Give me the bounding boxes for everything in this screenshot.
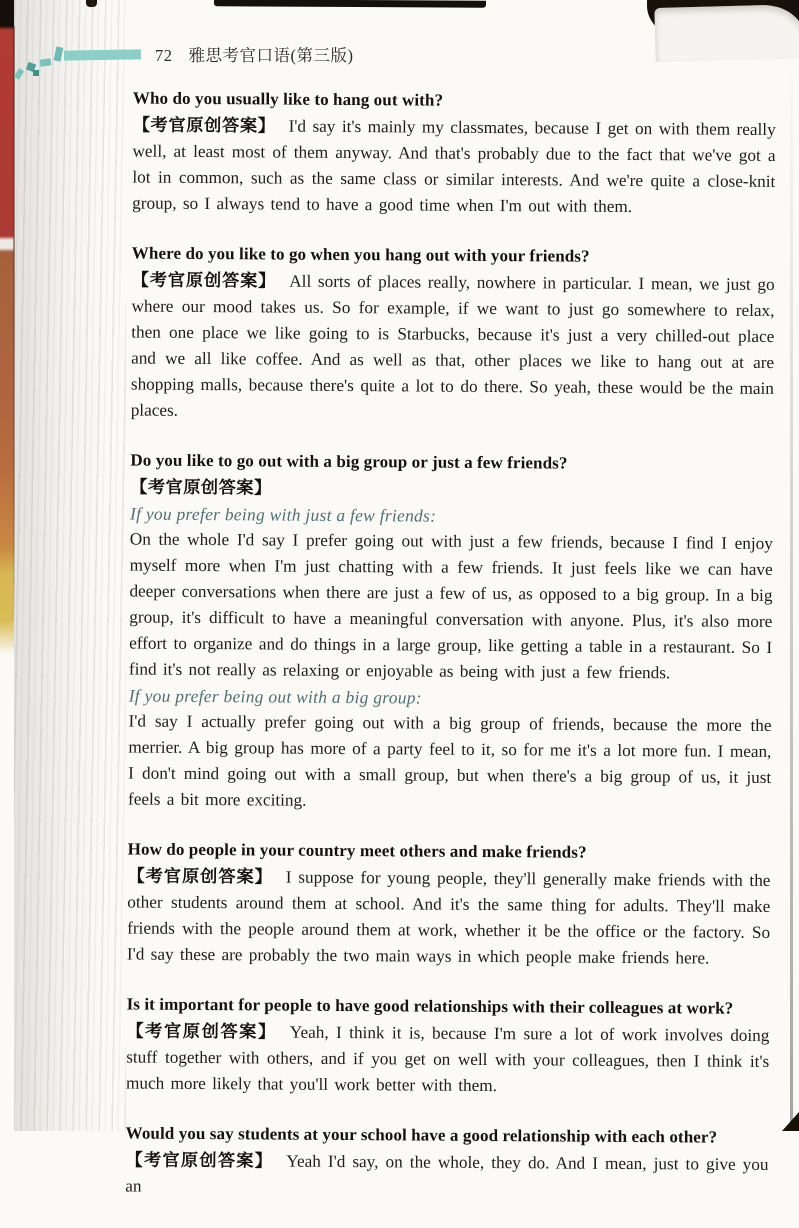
answer-text: I'd say it's mainly my classmates, because I get on with them really well, at least most of them anyway. And that's probably due to the fact that we've got a lot in common, such as the same class or similar interests. And we're quite a close-knit group, so I always tend to have a good time when I'm out with them. — [132, 116, 776, 216]
answer-label: 【考官原创答案】 — [125, 1150, 274, 1171]
page-edge-teal-mark — [33, 70, 39, 76]
qa-section — [128, 448, 774, 817]
qa-section — [125, 1120, 769, 1203]
answer-text: Yeah I'd say, on the whole, they do. And I mean, just to give you an — [125, 1151, 769, 1196]
qa-section — [131, 241, 775, 428]
header-rule-bar — [64, 49, 141, 60]
answer-text: All sorts of places really, nowhere in particular. I mean, we just go where our mood takes us. So for example, if we want to just go somewhere to relax, then one place we like going to is Starbucks, because it's just a very chilled-out place and we all like coffee. And as well as that, other places we like to hang out at are shopping malls, because there's quite a lot to do there. So yeah, these would be the main places. — [130, 271, 775, 420]
question: Do you like to go out with a big group or just a few friends? — [130, 450, 568, 473]
book-title: 雅思考官口语(第三版) — [188, 46, 354, 65]
answer-paragraph — [132, 113, 776, 221]
qa-section — [132, 86, 776, 221]
answer-text: I suppose for young people, they'll generally make friends with the other students around them at school. And it's the same thing for adults. They'll make friends with the people around them at work, whether it be the office or the factory. So I'd say these are probably the two main ways in which people make friends here. — [126, 867, 771, 968]
question: How do people in your country meet others and make friends? — [127, 839, 587, 862]
answer-paragraph — [131, 268, 775, 428]
qa-section — [126, 991, 770, 1100]
running-header — [155, 42, 354, 66]
answer-paragraph — [127, 863, 771, 971]
answer-paragraph: On the whole I'd say I prefer going out with just a few friends, because I find I enjoy myself more when I'm just chatting with a few friends. It just feels like we can have deeper conversations when there are just a few of us, as opposed to a big group. In a big group, it's difficult to have a meaningful conversation with anyone. Plus, it's also more effort to organize and do things in a large group, like getting a table in a restaurant. So I find it's not really as relaxing or enjoyable as being with just a few friends. — [128, 529, 773, 683]
answer-label: 【考官原创答案】 — [132, 115, 276, 136]
answer-paragraph: I'd say I actually prefer going out with a big group of friends, because the more the merrier. A big group has more of a party feel to it, so for me it's a lot more fun. I mean, I don't mind going out with a small group, but when there's a big group of us, it just feels a bit more exciting. — [127, 711, 772, 810]
answer-paragraph — [125, 1147, 768, 1203]
question: Where do you like to go when you hang out with your friends? — [131, 243, 590, 266]
answer-paragraph — [126, 1018, 770, 1100]
answer-label: 【考官原创答案】 — [127, 866, 273, 887]
answer-label: 【考官原创答案】 — [130, 477, 272, 498]
question: Is it important for people to have good relationships with their colleagues at work? — [126, 994, 734, 1018]
answer-label: 【考官原创答案】 — [131, 270, 277, 291]
page-number: 72 — [155, 46, 173, 65]
background-top-edge — [214, 0, 486, 8]
page-content — [125, 86, 776, 1228]
variant-heading: If you prefer being with just a few friends: — [129, 503, 437, 526]
book-cover-spine-strip — [0, 0, 14, 660]
curled-page-corner — [654, 4, 799, 62]
answer-label: 【考官原创答案】 — [126, 1021, 277, 1042]
answer-text: Yeah, I think it is, because I'm sure a lot of work involves doing stuff together with others, and if you get on well with your colleagues, then I think it's much more likely that you'll work better with them. — [125, 1022, 770, 1096]
variant-heading: If you prefer being out with a big group: — [128, 685, 422, 708]
page-curvature-streaks — [14, 0, 126, 1131]
question: Who do you usually like to hang out with? — [132, 88, 444, 110]
qa-section — [127, 836, 771, 971]
page-right-edge — [790, 60, 793, 1131]
question: Would you say students at your school have a good relationship with each other? — [125, 1123, 718, 1147]
